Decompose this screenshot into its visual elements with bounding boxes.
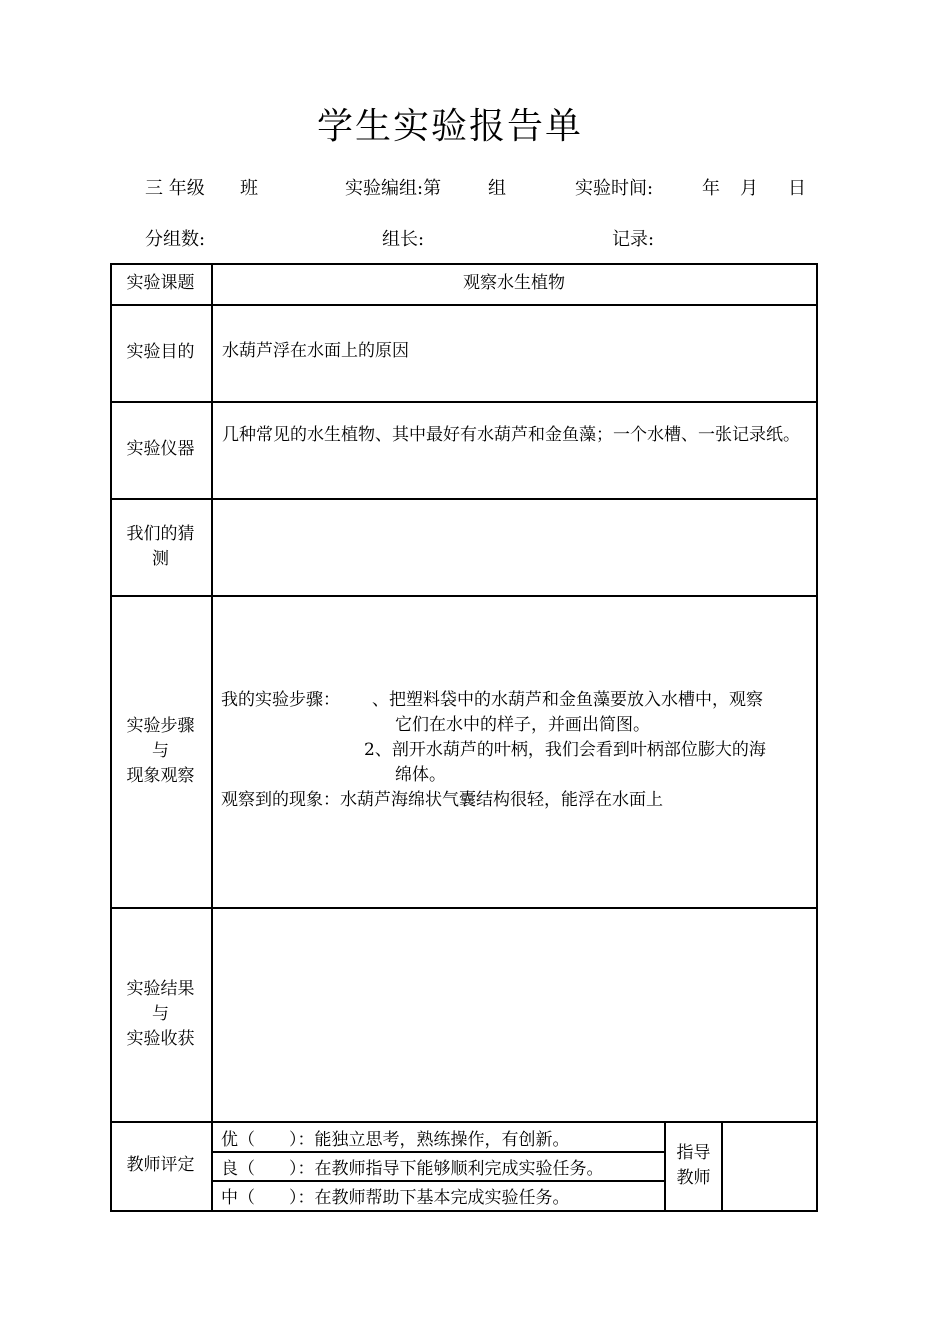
- table-border-bottom: [110, 1210, 818, 1212]
- eval-good: 良（ ）：在教师指导下能够顺利完成实验任务。: [221, 1159, 604, 1179]
- steps-label-line: 与: [152, 740, 169, 761]
- group-label: 实验编组:第: [345, 178, 442, 199]
- recorder-label: 记录:: [612, 229, 655, 250]
- row-divider: [110, 595, 818, 597]
- equipment-label: 实验仪器: [126, 439, 195, 459]
- eval-label: 教师评定: [126, 1155, 195, 1175]
- guess-label: [110, 498, 211, 595]
- steps-label-line: 实验步骤: [126, 715, 195, 736]
- group-unit-label: 组: [488, 178, 506, 199]
- eval-row-divider: [212, 1180, 664, 1182]
- grade-label: 三 年级: [145, 178, 205, 199]
- teacher-label: [666, 1121, 721, 1210]
- step-1-line-2: 它们在水中的样子，并画出简图。: [395, 715, 650, 735]
- eval-row-divider: [212, 1151, 664, 1153]
- purpose-label: 实验目的: [126, 342, 195, 362]
- steps-prefix: 我的实验步骤：: [221, 690, 340, 710]
- year-label: 年: [702, 178, 720, 199]
- result-label-line: 实验收获: [126, 1028, 195, 1049]
- result-label-line: 与: [152, 1003, 169, 1024]
- report-table: [110, 263, 818, 1211]
- eval-excellent: 优（ ）：能独立思考，熟练操作，有创新。: [221, 1130, 570, 1150]
- page-title: 学生实验报告单: [316, 106, 583, 147]
- topic-value: 观察水生植物: [463, 273, 565, 293]
- teacher-signature-field[interactable]: [723, 1122, 815, 1209]
- row-divider: [110, 498, 818, 500]
- eval-fair: 中（ ）：在教师帮助下基本完成实验任务。: [221, 1188, 570, 1208]
- steps-label-line: 现象观察: [126, 765, 195, 786]
- guess-label-line: 我们的猜: [126, 523, 195, 544]
- time-label: 实验时间:: [575, 178, 654, 199]
- equipment-value: 几种常见的水生植物、其中最好有水葫芦和金鱼藻；一个水槽、一张记录纸。: [222, 425, 800, 445]
- leader-label: 组长:: [382, 229, 425, 250]
- group-count-label: 分组数:: [145, 229, 206, 250]
- result-label: [110, 907, 211, 1121]
- result-label-line: 实验结果: [126, 978, 195, 999]
- row-divider: [110, 907, 818, 909]
- column-divider: [211, 263, 213, 1211]
- row-divider: [110, 304, 818, 306]
- day-label: 日: [788, 178, 806, 199]
- step-2-line-2: 绵体。: [395, 765, 446, 785]
- step-1-line-1: 、把塑料袋中的水葫芦和金鱼藻要放入水槽中，观察: [372, 690, 763, 710]
- step-2-line-1: 2、剖开水葫芦的叶柄，我们会看到叶柄部位膨大的海: [364, 740, 766, 760]
- observation-text: 观察到的现象：水葫芦海绵状气囊结构很轻，能浮在水面上: [221, 790, 663, 810]
- row-divider: [110, 401, 818, 403]
- teacher-label-line: 指导: [676, 1142, 711, 1163]
- table-border-right: [816, 263, 818, 1211]
- guess-label-line: 测: [152, 548, 169, 569]
- teacher-label-line: 教师: [676, 1167, 711, 1188]
- topic-label: 实验课题: [126, 273, 195, 293]
- class-label: 班: [240, 178, 258, 199]
- purpose-value: 水葫芦浮在水面上的原因: [222, 341, 409, 361]
- steps-label: [110, 595, 211, 907]
- month-label: 月: [740, 178, 758, 199]
